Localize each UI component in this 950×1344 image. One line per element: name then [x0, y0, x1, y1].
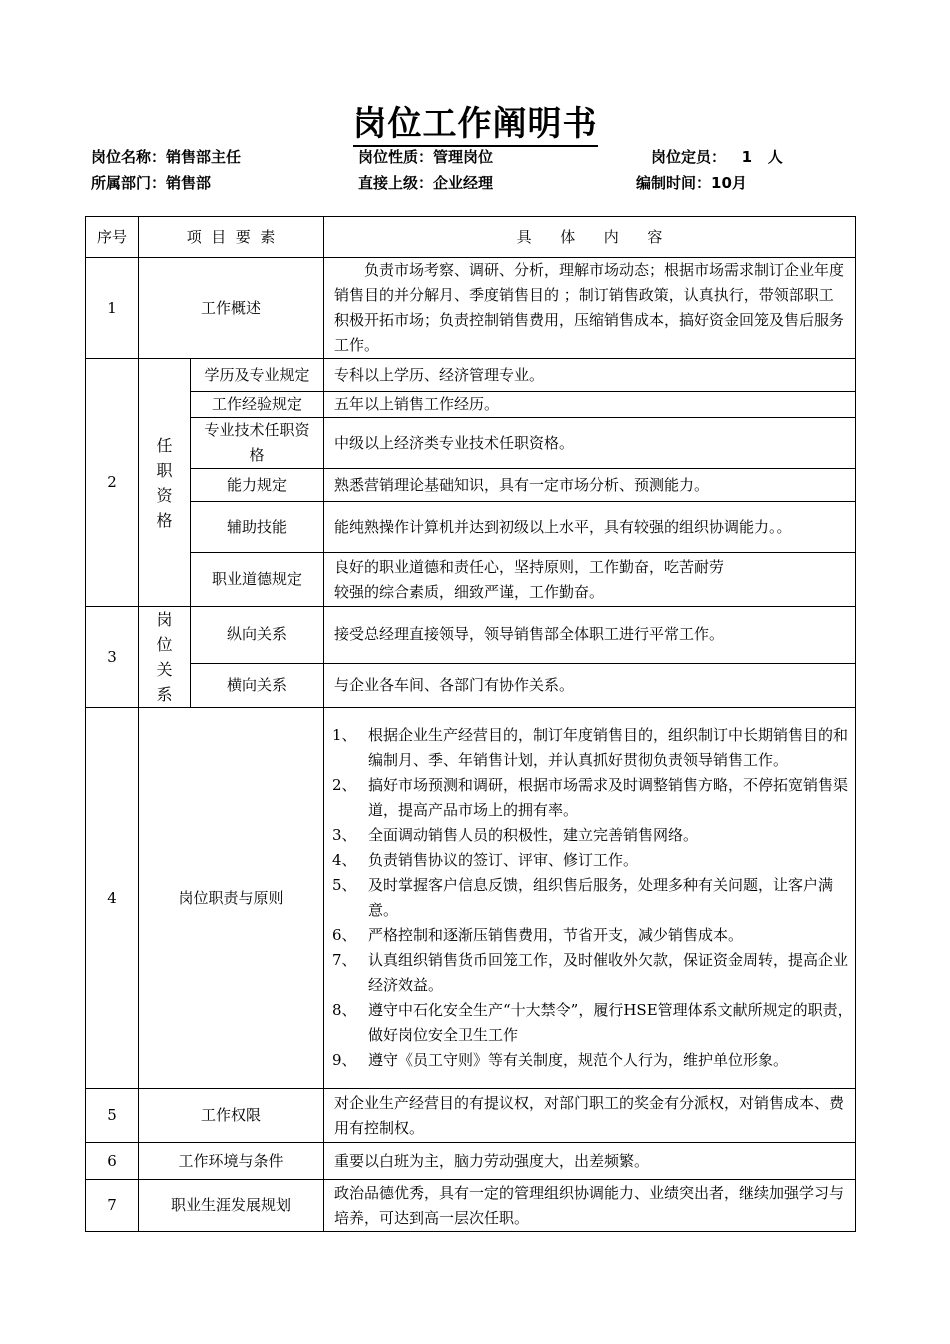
duty-number: 5、	[332, 876, 357, 894]
vertical-char: 关	[156, 660, 173, 679]
sub-item-content: 中级以上经济类专业技术任职资格。	[324, 418, 856, 469]
job-description-table	[85, 216, 856, 1232]
department: 所属部门：销售部	[91, 174, 212, 192]
row-item: 工作概述	[139, 258, 324, 359]
sub-item-label: 能力规定	[191, 469, 324, 502]
row-number: 6	[86, 1143, 139, 1180]
sub-item-label: 专业技术任职资格	[191, 418, 324, 469]
duty-number: 1、	[332, 726, 357, 744]
sub-item-label: 工作经验规定	[191, 392, 324, 418]
table-row	[86, 607, 856, 664]
row-content: 政治品德优秀，具有一定的管理组织协调能力、业绩突出者，继续加强学习与培养，可达到高一层次任职。	[324, 1180, 856, 1232]
vertical-char: 资	[156, 485, 173, 505]
sub-item-content: 熟悉营销理论基础知识，具有一定市场分析、预测能力。	[324, 469, 856, 502]
vertical-char: 位	[156, 635, 173, 654]
document-title: 岗位工作阐明书	[0, 96, 950, 145]
position-name: 岗位名称：销售部主任	[91, 148, 242, 166]
duty-item	[324, 773, 855, 823]
vertical-char: 任	[156, 435, 173, 455]
vertical-char: 职	[156, 460, 173, 480]
table-row	[86, 663, 856, 707]
duty-text: 全面调动销售人员的积极性，建立完善销售网络。	[368, 826, 699, 844]
table-header-row	[86, 217, 856, 258]
row-number: 1	[86, 258, 139, 359]
vertical-char: 格	[156, 510, 173, 530]
row-number: 4	[86, 708, 139, 1089]
sub-item-label: 辅助技能	[191, 502, 324, 553]
row-item: 职业生涯发展规划	[139, 1180, 324, 1232]
table-row	[86, 708, 856, 1089]
table-row	[86, 392, 856, 418]
duty-number: 7、	[332, 951, 357, 969]
sub-item-label: 纵向关系	[191, 607, 324, 664]
headcount: 岗位定员： 1 人	[651, 148, 783, 166]
duty-item	[324, 998, 855, 1048]
direct-supervisor: 直接上级：企业经理	[358, 174, 494, 192]
table-row	[86, 258, 856, 359]
row-content: 重要以白班为主，脑力劳动强度大，出差频繁。	[324, 1143, 856, 1180]
row-number: 2	[86, 359, 139, 607]
duty-item	[324, 723, 855, 773]
table-row	[86, 359, 856, 392]
row-number: 5	[86, 1089, 139, 1143]
header-item: 项 目 要 素	[139, 217, 324, 258]
header-no: 序号	[86, 217, 139, 258]
sub-item-content	[324, 553, 856, 607]
row-number: 7	[86, 1180, 139, 1232]
duty-text: 遵守中石化安全生产“十大禁令”，履行HSE管理体系文献所规定的职责，做好岗位安全卫生工作	[368, 1001, 853, 1044]
table-row	[86, 553, 856, 607]
row-content: 对企业生产经营目的有提议权，对部门职工的奖金有分派权，对销售成本、费用有控制权。	[324, 1089, 856, 1143]
duty-number: 6、	[332, 926, 357, 944]
duty-text: 认真组织销售货币回笼工作，及时催收外欠款，保证资金周转，提高企业经济效益。	[368, 951, 849, 994]
duty-item	[324, 948, 855, 998]
duty-text: 根据企业生产经营目的，制订年度销售目的，组织制订中长期销售目的和编制月、季、年销售计划，并认真抓好贯彻负责领导销售工作。	[368, 726, 849, 769]
duty-item	[324, 848, 855, 873]
sub-item-label: 职业道德规定	[191, 553, 324, 607]
row-group-label	[139, 607, 191, 708]
content-line: 较强的综合素质，细致严谨，工作勤奋。	[334, 582, 605, 601]
sub-item-content: 专科以上学历、经济管理专业。	[324, 359, 856, 392]
sub-item-label: 学历及专业规定	[191, 359, 324, 392]
row-number: 3	[86, 607, 139, 708]
row-item: 岗位职责与原则	[139, 708, 324, 1089]
table-row	[86, 469, 856, 502]
duty-text: 及时掌握客户信息反馈，组织售后服务，处理多种有关问题，让客户满意。	[368, 876, 834, 919]
vertical-char: 系	[156, 685, 173, 704]
table-row	[86, 418, 856, 469]
compiled-date: 编制时间：10月	[636, 174, 747, 192]
table-row	[86, 1143, 856, 1180]
sub-item-content: 五年以上销售工作经历。	[324, 392, 856, 418]
duty-item	[324, 1048, 855, 1073]
table-row	[86, 502, 856, 553]
duty-number: 2、	[332, 776, 357, 794]
sub-item-content: 与企业各车间、各部门有协作关系。	[324, 663, 856, 707]
row-content: 负责市场考察、调研、分析，理解市场动态；根据市场需求制订企业年度销售目的并分解月、季度销售目的 ；制订销售政策，认真执行，带领部职工积极开拓市场；负责控制销售费用，压缩销售成本，搞好资金回笼及售后服务工作。	[324, 258, 856, 359]
duty-text: 搞好市场预测和调研，根据市场需求及时调整销售方略，不停拓宽销售渠道，提高产品市场上的拥有率。	[368, 776, 849, 819]
duty-number: 9、	[332, 1051, 357, 1069]
duty-item	[324, 823, 855, 848]
row-group-label	[139, 359, 191, 607]
duty-number: 8、	[332, 1001, 357, 1019]
duty-text: 负责销售协议的签订、评审、修订工作。	[368, 851, 639, 869]
position-nature: 岗位性质：管理岗位	[358, 148, 494, 166]
sub-item-label: 横向关系	[191, 663, 324, 707]
table-row	[86, 1180, 856, 1232]
duties-cell	[324, 708, 856, 1089]
duty-text: 遵守《员工守则》等有关制度，规范个人行为，维护单位形象。	[368, 1051, 789, 1069]
row-item: 工作环境与条件	[139, 1143, 324, 1180]
duty-number: 3、	[332, 826, 357, 844]
sub-item-content: 接受总经理直接领导，领导销售部全体职工进行平常工作。	[324, 607, 856, 664]
vertical-char: 岗	[156, 610, 173, 629]
table-row	[86, 1089, 856, 1143]
duty-number: 4、	[332, 851, 357, 869]
sub-item-content: 能纯熟操作计算机并达到初级以上水平，具有较强的组织协调能力。。	[324, 502, 856, 553]
content-line: 良好的职业道德和责任心，坚持原则，工作勤奋，吃苦耐劳	[334, 557, 725, 576]
duty-item	[324, 923, 855, 948]
duty-item	[324, 873, 855, 923]
header-content: 具 体 内 容	[324, 217, 856, 258]
duty-text: 严格控制和逐渐压销售费用，节省开支，减少销售成本。	[368, 926, 744, 944]
row-item: 工作权限	[139, 1089, 324, 1143]
